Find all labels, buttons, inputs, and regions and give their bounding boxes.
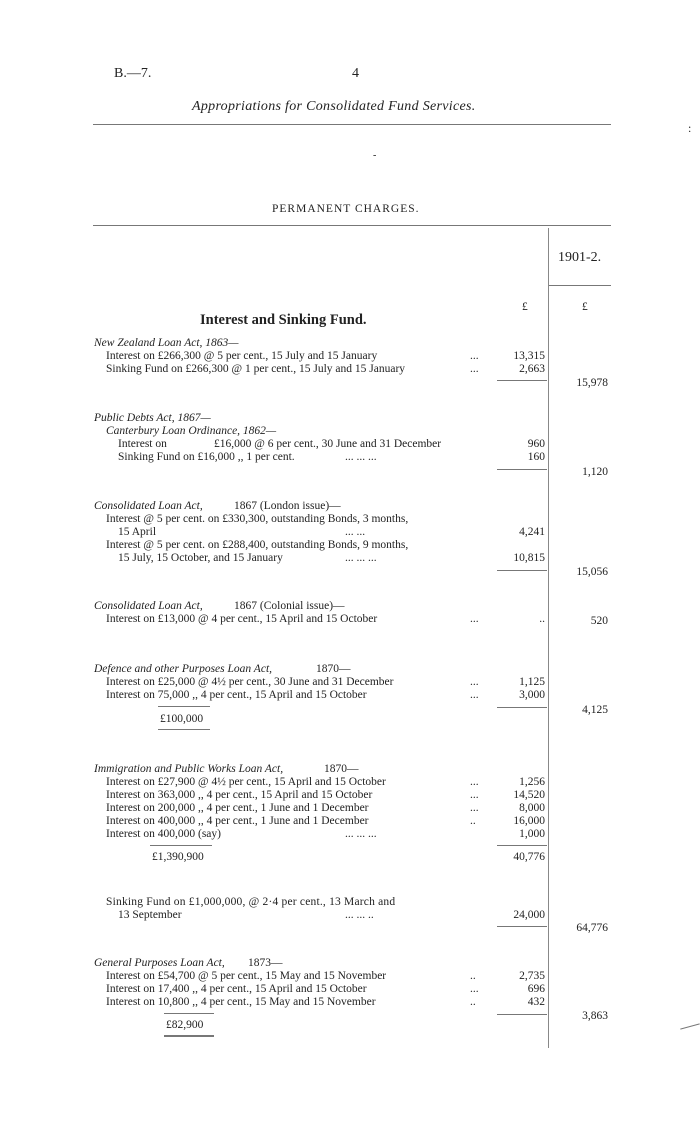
section-title: Defence and other Purposes Loan Act, bbox=[94, 663, 273, 675]
section-total: 15,056 bbox=[576, 566, 608, 578]
amount: 3,000 bbox=[519, 689, 545, 701]
leader-dots: ... bbox=[470, 789, 479, 801]
line-text: Sinking Fund on £266,300 @ 1 per cent., 15 July and 15 January bbox=[106, 363, 406, 375]
line-text: Interest on 400,000 ,, 4 per cent., 1 June and 1 December bbox=[106, 815, 369, 827]
line-text: 15 April bbox=[118, 526, 157, 538]
leader-dots: ... ... ... bbox=[345, 552, 377, 564]
year-column-header: 1901-2. bbox=[558, 250, 602, 265]
sum-rule bbox=[497, 469, 547, 470]
line-text: Interest on 10,800 ,, 4 per cent., 15 May and 15 November bbox=[106, 996, 376, 1008]
amount: 2,735 bbox=[519, 970, 545, 982]
leader-dots: ... bbox=[470, 350, 479, 362]
line-text: Interest on £27,900 @ 4½ per cent., 15 April and 15 October bbox=[106, 776, 386, 788]
capital-rule bbox=[150, 845, 212, 846]
section-title-rest: 1867 (London issue)— bbox=[234, 500, 341, 512]
line-text: Interest on £54,700 @ 5 per cent., 15 May and 15 November bbox=[106, 970, 387, 982]
line-text: 13 September bbox=[118, 909, 182, 921]
leader-dots: ... bbox=[470, 802, 479, 814]
amount: 2,663 bbox=[519, 363, 545, 375]
amount: 8,000 bbox=[519, 802, 545, 814]
line-text: Interest on 75,000 ,, 4 per cent., 15 April and 15 October bbox=[106, 689, 367, 701]
line-text: Interest on £25,000 @ 4½ per cent., 30 June and 31 December bbox=[106, 676, 394, 688]
amount: 24,000 bbox=[513, 909, 545, 921]
leader-dots: ... bbox=[470, 689, 479, 701]
leader-dots: ... bbox=[470, 676, 479, 688]
amount: 1,125 bbox=[519, 676, 545, 688]
section-total: 520 bbox=[590, 615, 608, 627]
amount: 696 bbox=[527, 983, 545, 995]
amount: 160 bbox=[527, 451, 545, 463]
section-title: New Zealand Loan Act, 1863— bbox=[94, 337, 239, 349]
section-total: 15,978 bbox=[576, 377, 608, 389]
section-title: Public Debts Act, 1867— bbox=[94, 412, 211, 424]
amount: 10,815 bbox=[513, 552, 545, 564]
amount: 4,241 bbox=[519, 526, 545, 538]
margin-mark: : bbox=[688, 121, 692, 135]
sum-rule bbox=[497, 926, 547, 927]
capital-rule bbox=[158, 706, 210, 707]
section-title-rest: 1870— bbox=[316, 663, 351, 675]
section-total: 1,120 bbox=[582, 466, 608, 478]
amount: 16,000 bbox=[513, 815, 545, 827]
capital-total: £100,000 bbox=[160, 713, 204, 725]
page-number: 4 bbox=[352, 66, 359, 81]
amount: .. bbox=[539, 613, 545, 625]
year-rule bbox=[549, 285, 611, 286]
line-text: Interest on bbox=[118, 438, 167, 450]
heading-rule bbox=[93, 225, 611, 226]
section-total: 64,776 bbox=[576, 922, 608, 934]
leader-dots: ... ... ... bbox=[345, 828, 377, 840]
leader-dots: ... ... bbox=[345, 526, 366, 538]
amount-currency: £ bbox=[522, 301, 528, 313]
amount: 1,256 bbox=[519, 776, 545, 788]
total-currency: £ bbox=[582, 301, 588, 313]
leader-dots: .. bbox=[470, 970, 476, 982]
line-text: Interest @ 5 per cent. on £288,400, outstanding Bonds, 9 months, bbox=[106, 539, 409, 551]
page-title: Appropriations for Consolidated Fund Services. bbox=[192, 99, 476, 114]
leader-dots: ... bbox=[470, 363, 479, 375]
line-text: Interest @ 5 per cent. on £330,300, outstanding Bonds, 3 months, bbox=[106, 513, 409, 525]
section-title: Consolidated Loan Act, bbox=[94, 500, 203, 512]
sum-rule bbox=[497, 707, 547, 708]
capital-rule bbox=[164, 1035, 214, 1037]
line-text: Interest on 363,000 ,, 4 per cent., 15 April and 15 October bbox=[106, 789, 373, 801]
sum-rule bbox=[497, 380, 547, 381]
leader-dots: ... bbox=[470, 776, 479, 788]
section-title-rest: 1873— bbox=[248, 957, 283, 969]
amount: 960 bbox=[527, 438, 545, 450]
stray-mark: - bbox=[373, 150, 377, 161]
line-text: Interest on 17,400 ,, 4 per cent., 15 April and 15 October bbox=[106, 983, 367, 995]
amount: 1,000 bbox=[519, 828, 545, 840]
capital-rule bbox=[158, 729, 210, 730]
line-text: Interest on £13,000 @ 4 per cent., 15 April and 15 October bbox=[106, 613, 378, 625]
leader-dots: ... ... ... bbox=[345, 451, 377, 463]
subtotal: 40,776 bbox=[513, 851, 545, 863]
capital-rule bbox=[164, 1013, 214, 1014]
sub-heading: Interest and Sinking Fund. bbox=[200, 312, 367, 328]
section-subtitle: Canterbury Loan Ordinance, 1862— bbox=[106, 425, 277, 437]
line-text: £16,000 @ 6 per cent., 30 June and 31 December bbox=[214, 438, 442, 450]
leader-dots: .. bbox=[470, 996, 476, 1008]
section-title: Consolidated Loan Act, bbox=[94, 600, 203, 612]
amount: 14,520 bbox=[513, 789, 545, 801]
header-rule bbox=[93, 124, 611, 125]
line-text: Interest on 400,000 (say) bbox=[106, 828, 221, 840]
line-text: Interest on £266,300 @ 5 per cent., 15 July and 15 January bbox=[106, 350, 378, 362]
sum-rule bbox=[497, 845, 547, 846]
amount: 432 bbox=[527, 996, 545, 1008]
capital-total: £82,900 bbox=[166, 1019, 204, 1031]
section-total: 4,125 bbox=[582, 704, 608, 716]
sum-rule bbox=[497, 570, 547, 571]
leader-dots: ... bbox=[470, 983, 479, 995]
section-title-rest: 1870— bbox=[324, 763, 359, 775]
line-text: 15 July, 15 October, and 15 January bbox=[118, 552, 283, 564]
margin-mark bbox=[680, 1023, 700, 1029]
leader-dots: ... ... .. bbox=[345, 909, 374, 921]
report-reference: B.—7. bbox=[114, 66, 152, 81]
section-title-rest: 1867 (Colonial issue)— bbox=[234, 600, 345, 612]
line-text: Sinking Fund on £1,000,000, @ 2·4 per cent., 13 March and bbox=[106, 896, 396, 908]
line-text: Sinking Fund on £16,000 ,, 1 per cent. bbox=[118, 451, 295, 463]
amount: 13,315 bbox=[513, 350, 545, 362]
section-title: General Purposes Loan Act, bbox=[94, 957, 225, 969]
line-text: Interest on 200,000 ,, 4 per cent., 1 June and 1 December bbox=[106, 802, 369, 814]
section-total: 3,863 bbox=[582, 1010, 608, 1022]
leader-dots: .. bbox=[470, 815, 476, 827]
section-heading: PERMANENT CHARGES. bbox=[272, 203, 420, 215]
capital-total: £1,390,900 bbox=[152, 851, 204, 863]
sum-rule bbox=[497, 1014, 547, 1015]
section-title: Immigration and Public Works Loan Act, bbox=[94, 763, 284, 775]
leader-dots: ... bbox=[470, 613, 479, 625]
